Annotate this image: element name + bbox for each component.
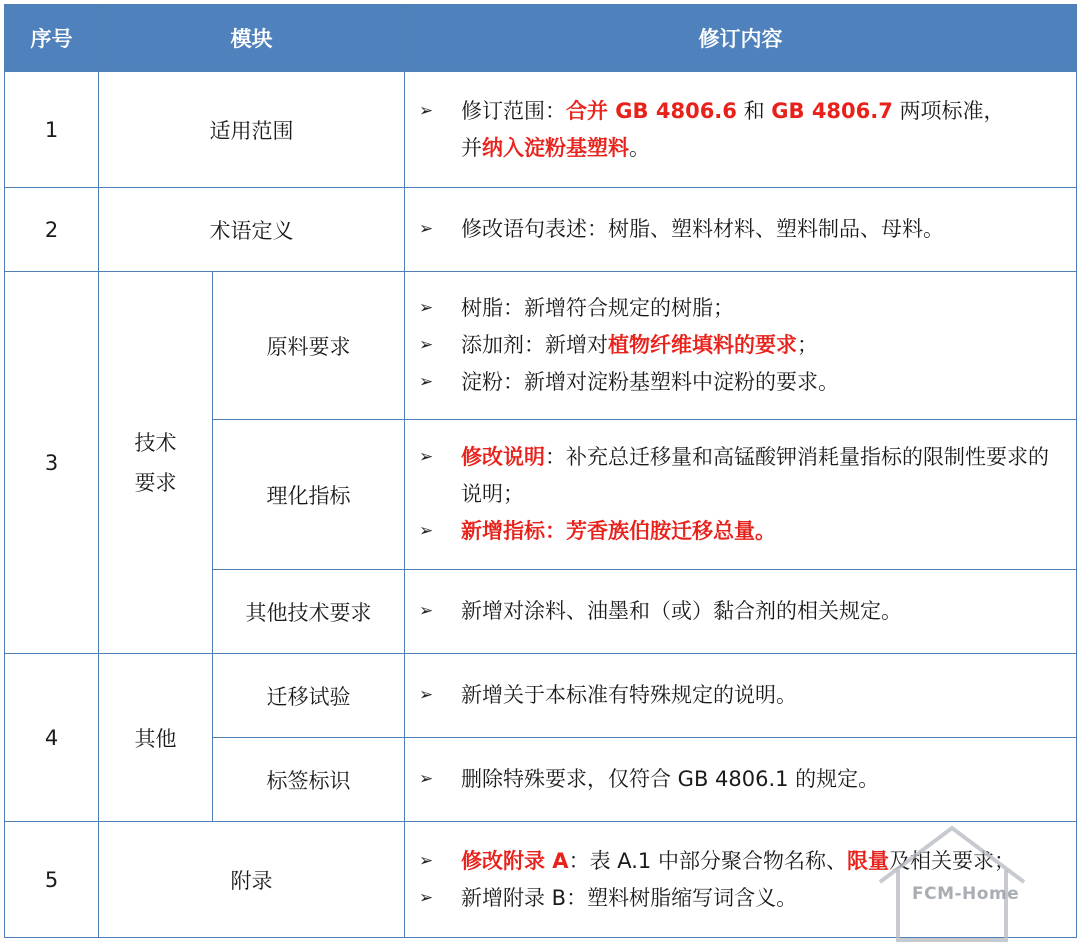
item-text: 及相关要求； (888, 848, 1015, 873)
item-text: 修改语句表述：树脂、塑料材料、塑料制品、母料。 (461, 217, 944, 241)
list-item (419, 761, 1066, 798)
list-item (419, 677, 1066, 714)
list-item (419, 593, 1066, 630)
list-item (419, 93, 1066, 167)
highlight-text: 纳入淀粉基塑料 (482, 135, 629, 160)
table-row (5, 272, 1077, 420)
arrow-bullet-icon: ➢ (419, 887, 434, 908)
item-text: 两项标准， (892, 98, 1005, 123)
arrow-bullet-icon: ➢ (419, 850, 434, 871)
list-item (419, 290, 1066, 327)
item-text: ； (797, 333, 818, 357)
row-module: 其他 (99, 654, 213, 822)
list-item (419, 513, 1066, 550)
table-row (5, 188, 1077, 272)
table-row (5, 654, 1077, 738)
row-content (405, 188, 1077, 272)
module-label-wrapped: 技术要求 (134, 430, 177, 495)
row-module: 适用范围 (99, 72, 405, 188)
item-text: ：补充总迁移量和高锰酸钾消耗量指标的限制性要求的说明； (461, 445, 1049, 506)
revision-table (4, 4, 1077, 938)
arrow-bullet-icon: ➢ (419, 219, 434, 239)
table-row (5, 72, 1077, 188)
header-row (5, 5, 1077, 72)
sub-module: 标签标识 (213, 738, 405, 822)
row-content (405, 72, 1077, 188)
sub-module: 其他技术要求 (213, 570, 405, 654)
row-no: 2 (5, 188, 99, 272)
item-text: 和 (736, 98, 772, 123)
item-text: 新增关于本标准有特殊规定的说明。 (461, 683, 797, 707)
row-module: 术语定义 (99, 188, 405, 272)
row-content (405, 570, 1077, 654)
header-module: 模块 (99, 5, 405, 72)
arrow-bullet-icon: ➢ (419, 100, 434, 121)
arrow-bullet-icon: ➢ (419, 335, 434, 355)
item-text: 修订范围： (461, 98, 566, 123)
highlight-text: 新增指标：芳香族伯胺迁移总量。 (461, 519, 776, 543)
arrow-bullet-icon: ➢ (419, 685, 434, 705)
highlight-text: GB 4806.7 (771, 98, 893, 123)
arrow-bullet-icon: ➢ (419, 298, 434, 318)
row-no: 1 (5, 72, 99, 188)
arrow-bullet-icon: ➢ (419, 372, 434, 392)
table-row (5, 822, 1077, 938)
watermark-text: FCM-Home (912, 884, 1020, 904)
row-content (405, 822, 1077, 938)
item-text: ：表 A.1 中部分聚合物名称、 (568, 848, 847, 873)
row-no: 5 (5, 822, 99, 938)
list-item (419, 211, 1066, 248)
row-no: 4 (5, 654, 99, 822)
row-content (405, 272, 1077, 420)
list-item (419, 439, 1066, 513)
header-no: 序号 (5, 5, 99, 72)
item-text: 删除特殊要求，仅符合 GB 4806.1 的规定。 (461, 767, 880, 791)
item-text: 新增对涂料、油墨和（或）黏合剂的相关规定。 (461, 599, 902, 623)
list-item (419, 364, 1066, 401)
arrow-bullet-icon: ➢ (419, 521, 434, 541)
arrow-bullet-icon: ➢ (419, 601, 434, 621)
item-text: 新增附录 B：塑料树脂缩写词含义。 (461, 885, 798, 910)
highlight-text: 植物纤维填料的要求 (608, 333, 797, 357)
highlight-text: 合并 GB 4806.6 (566, 98, 737, 123)
header-content: 修订内容 (405, 5, 1077, 72)
list-item (419, 327, 1066, 364)
sub-module: 理化指标 (213, 420, 405, 570)
arrow-bullet-icon: ➢ (419, 769, 434, 789)
item-text: 淀粉：新增对淀粉基塑料中淀粉的要求。 (461, 370, 839, 394)
row-content (405, 420, 1077, 570)
row-no: 3 (5, 272, 99, 654)
sub-module: 迁移试验 (213, 654, 405, 738)
row-module: 附录 (99, 822, 405, 938)
item-text: 并 (461, 135, 482, 160)
item-text: 树脂：新增符合规定的树脂； (461, 296, 734, 320)
row-content (405, 738, 1077, 822)
highlight-text: 修改说明 (461, 445, 545, 469)
list-item (419, 843, 1066, 880)
row-content (405, 654, 1077, 738)
arrow-bullet-icon: ➢ (419, 447, 434, 467)
row-module (99, 272, 213, 654)
item-text: 添加剂：新增对 (461, 333, 608, 357)
highlight-text: 修改附录 A (461, 848, 569, 873)
highlight-text: 限量 (846, 848, 889, 873)
sub-module: 原料要求 (213, 272, 405, 420)
item-text: 。 (629, 135, 650, 160)
